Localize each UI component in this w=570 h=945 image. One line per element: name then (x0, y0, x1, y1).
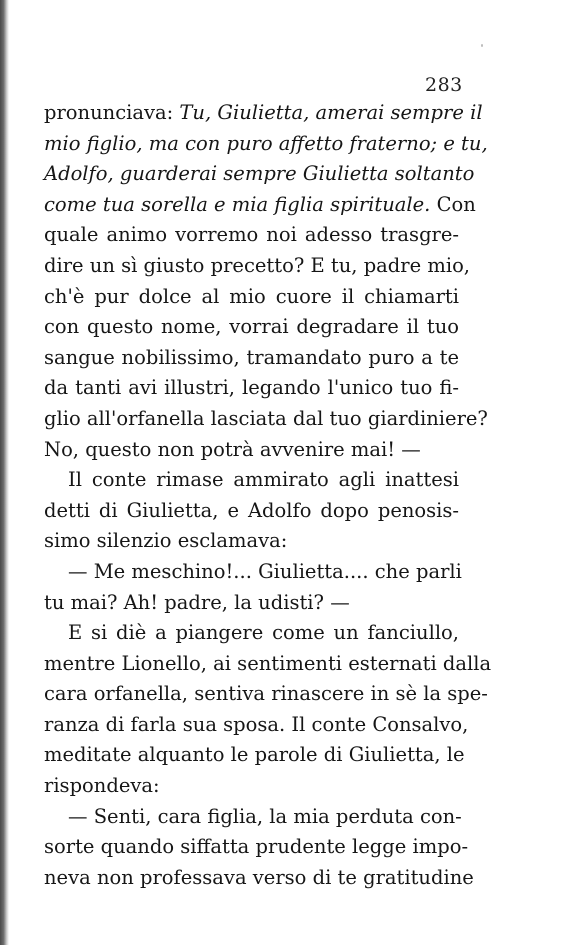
text-segment: — Senti, cara figlia, la mia perduta con- (68, 804, 462, 828)
text-segment: tu mai? Ah! padre, la udisti? — (44, 590, 350, 614)
italic-text-segment: Tu, Giulietta, amerai sempre il (179, 101, 483, 124)
text-line (44, 740, 465, 771)
text-segment: No, questo non potrà avvenire mai! — (44, 437, 421, 461)
text-segment: mentre Lionello, ai sentimenti esternati dalla (44, 651, 492, 675)
text-segment: glio all'orfanella lasciata dal tuo giardiniere? (44, 406, 488, 430)
text-line (44, 649, 492, 680)
text-segment: ch'è pur dolce al mio cuore il chiamarti (44, 284, 459, 308)
text-segment: pronunciava: (44, 101, 180, 124)
text-segment: meditate alquanto le parole di Giulietta, le (44, 743, 465, 767)
body-text (44, 98, 492, 893)
text-line (44, 312, 459, 343)
text-line (44, 618, 459, 649)
text-line (44, 802, 462, 833)
page-number: 283 (425, 74, 463, 96)
text-line (44, 190, 476, 221)
text-segment: neva non professava verso di te gratitudine (44, 865, 474, 889)
text-line (44, 832, 469, 863)
text-segment: detti di Giulietta, e Adolfo dopo penosis- (44, 498, 459, 522)
text-line (44, 863, 474, 894)
text-segment: rispondeva: (44, 774, 160, 798)
text-segment: quale animo vorremo noi adesso trasgre- (44, 223, 459, 247)
text-segment: — Me meschino!... Giulietta.... che parli (68, 559, 462, 583)
text-line (44, 404, 488, 435)
text-segment: Il conte rimase ammirato agli inattesi (68, 468, 459, 492)
page-binding-edge (0, 0, 9, 945)
text-segment: simo silenzio esclamava: (44, 529, 288, 553)
text-line (44, 679, 488, 710)
italic-text-segment: mio figlio, ma con puro affetto fraterno; e tu, (44, 131, 488, 155)
text-line (44, 373, 459, 404)
text-line (44, 159, 475, 190)
text-segment: sorte quando siffatta prudente legge impo- (44, 835, 469, 859)
paper-speck (481, 44, 483, 47)
text-line (44, 496, 459, 527)
italic-text-segment: Adolfo, guarderai sempre Giulietta soltanto (44, 162, 475, 186)
text-line (44, 343, 459, 374)
text-line (44, 251, 471, 282)
text-line (44, 465, 459, 496)
text-segment: sangue nobilissimo, tramandato puro a te (44, 345, 459, 369)
text-segment: con questo nome, vorrai degradare il tuo (44, 315, 459, 339)
text-line (44, 129, 488, 160)
text-segment: E si diè a piangere come un fanciullo, (68, 621, 459, 645)
text-line (44, 282, 459, 313)
text-line (44, 588, 459, 619)
text-line (44, 435, 459, 466)
text-line (44, 710, 469, 741)
text-line (44, 557, 462, 588)
text-segment: cara orfanella, sentiva rinascere in sè la spe- (44, 682, 488, 706)
text-segment: ranza di farla sua sposa. Il conte Consalvo, (44, 712, 469, 736)
text-line (44, 220, 459, 251)
text-line (44, 771, 459, 802)
text-segment: Con (430, 192, 476, 216)
text-line (44, 98, 483, 129)
italic-text-segment: come tua sorella e mia figlia spirituale. (44, 192, 431, 216)
text-line (44, 526, 459, 557)
text-segment: da tanti avi illustri, legando l'unico tuo fi- (44, 376, 459, 400)
text-segment: dire un sì giusto precetto? E tu, padre mio, (44, 253, 471, 277)
